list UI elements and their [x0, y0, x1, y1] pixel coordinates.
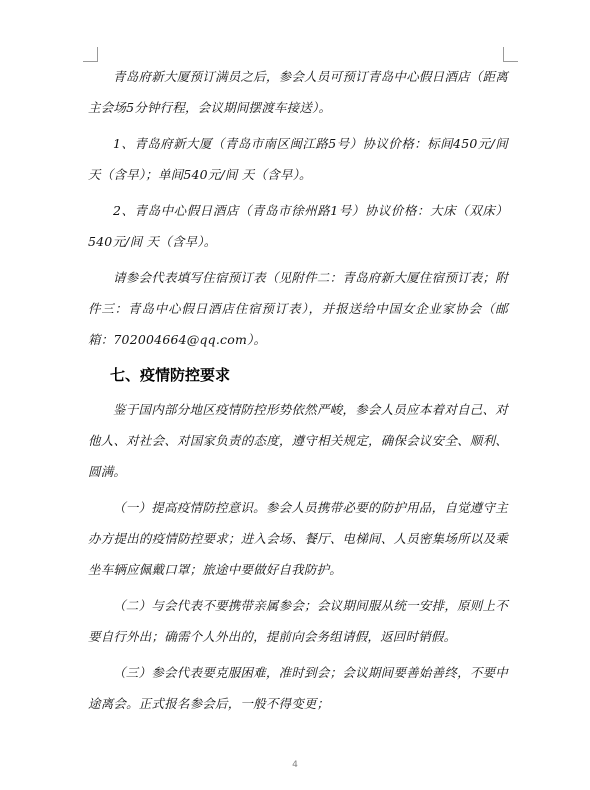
- paragraph-rule-1: （一）提高疫情防控意识。参会人员携带必要的防护用品，自觉遵守主办方提出的疫情防控要求；进入会场、餐厅、电梯间、人员密集场所以及乘坐车辆应佩戴口罩；旅途中要做好自我防护。: [88, 500, 508, 577]
- paragraph-hotel-overflow: 青岛府新大厦预订满员之后，参会人员可预订青岛中心假日酒店（距离主会场5分钟行程，会议期间摆渡车接送）。: [88, 69, 508, 115]
- page-number: 4: [292, 760, 298, 770]
- section-heading: 七、疫情防控要求: [110, 366, 231, 384]
- corner-mark-top-right: [503, 47, 518, 62]
- paragraph-booking-form: 请参会代表填写住宿预订表（见附件二：青岛府新大厦住宿预订表；附件三：青岛中心假日酒店住宿预订表），并报送给中国女企业家协会（邮箱：702004664@qq.com）。: [88, 270, 508, 347]
- paragraph-epidemic-intro: 鉴于国内部分地区疫情防控形势依然严峻，参会人员应本着对自己、对他人、对社会、对国家负责的态度，遵守相关规定，确保会议安全、顺利、圆满。: [88, 402, 508, 479]
- paragraph-rule-3: （三）参会代表要克服困难，准时到会；会议期间要善始善终，不要中途离会。正式报名参会后，一般不得变更；: [88, 665, 508, 711]
- paragraph-rule-2: （二）与会代表不要携带亲属参会；会议期间服从统一安排，原则上不要自行外出；确需个人外出的，提前向会务组请假，返回时销假。: [88, 598, 508, 644]
- paragraph-hotel-2: 2、青岛中心假日酒店（青岛市徐州路1号）协议价格：大床（双床）540元/间 天（含早）。: [88, 203, 508, 249]
- corner-mark-top-left: [83, 47, 98, 62]
- paragraph-hotel-1: 1、青岛府新大厦（青岛市南区闽江路5号）协议价格：标间450元/间 天（含早）；单间540元/间 天（含早）。: [88, 136, 508, 182]
- document-body: [88, 61, 508, 719]
